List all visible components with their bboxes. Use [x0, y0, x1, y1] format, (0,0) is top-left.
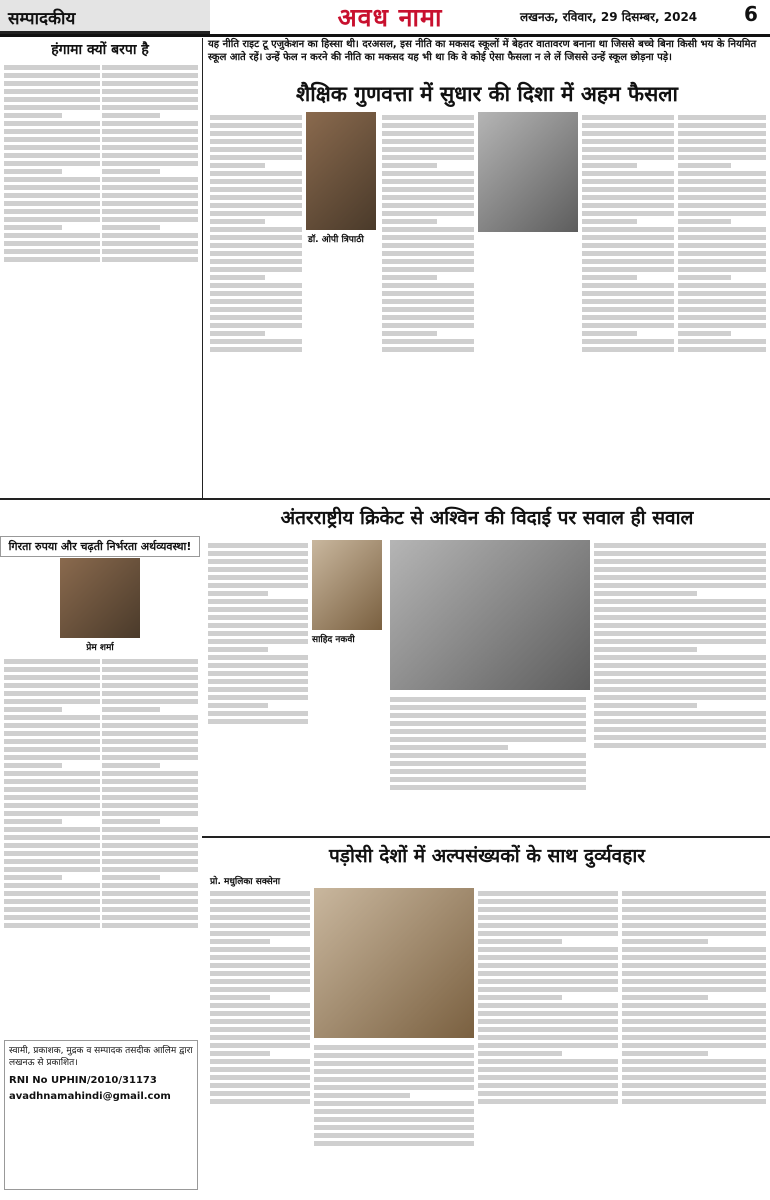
lead-text-col-4 — [678, 112, 766, 442]
minority-text-col-3 — [478, 888, 618, 1188]
lead-text-col-3 — [582, 112, 674, 442]
lead-headline: शैक्षिक गुणवत्ता में सुधार की दिशा में अहम फैसला — [296, 82, 678, 106]
minority-text-col-1 — [210, 888, 310, 1188]
logo-text: अवध नामा — [337, 3, 443, 32]
rupee-text-col-1 — [4, 656, 100, 1036]
imprint-rni: RNI No UPHIN/2010/31173 — [9, 1075, 157, 1086]
cricket-text-col-3 — [594, 540, 766, 830]
imprint-text: स्वामी, प्रकाशक, मुद्रक व सम्पादक तसदीक आलिम द्वारा लखनऊ से प्रकाशित। — [9, 1046, 193, 1068]
page-number: 6 — [744, 2, 758, 26]
editorial-headline: हंगामा क्यों बरपा है — [51, 42, 149, 58]
section-divider-2 — [202, 836, 770, 838]
minority-author: प्रो. मधुलिका सक्सेना — [210, 877, 281, 887]
rupee-headline: गिरता रुपया और चढ़ती निर्भरता अर्थव्यवस्था! — [0, 536, 200, 557]
dateline: लखनऊ, रविवार, 29 दिसम्बर, 2024 — [520, 10, 698, 24]
cricket-text-col-2 — [390, 694, 586, 834]
lead-text-col-2 — [382, 112, 474, 442]
masthead-rule — [0, 34, 770, 37]
minority-headline: पड़ोसी देशों में अल्पसंख्यकों के साथ दुर्व्यवहार — [328, 845, 646, 867]
section-divider — [0, 498, 770, 500]
lead-intro: यह नीति राइट टू एजुकेशन का हिस्सा थी। दरअसल, इस नीति का मकसद स्कूलों में बेहतर वातावरण बनाना था जिससे बच्चे बिना किसी भय के नियमित स्कूल आते रहें। उन्हें फेल न करने की नीति का मकसद यह भी था कि वे कोई ऐसा फैसला न ले लें जिससे उन्हें स्कूल छोड़ना पड़े। — [208, 39, 757, 63]
lead-author: डॉ. ओपी त्रिपाठी — [308, 235, 364, 245]
rupee-author-photo — [60, 558, 140, 638]
rupee-text-col-2 — [102, 656, 198, 1036]
cricket-photo — [390, 540, 590, 690]
column-divider — [202, 38, 203, 498]
editorial-text-col-2 — [102, 62, 198, 342]
lead-text-col-1 — [210, 112, 302, 442]
minority-text-col-2 — [314, 1042, 474, 1188]
newspaper-logo — [300, 0, 480, 34]
imprint-box — [4, 1040, 198, 1190]
rupee-author: प्रेम शर्मा — [86, 643, 114, 653]
cricket-author-photo — [312, 540, 382, 630]
author-photo — [306, 112, 376, 230]
cricket-text-col-1 — [208, 540, 308, 800]
cricket-author: साहिद नकवी — [312, 635, 355, 645]
minority-text-col-4 — [622, 888, 766, 1188]
editorial-text-col-1 — [4, 62, 100, 342]
lead-photo — [478, 112, 578, 232]
section-tag-label: सम्पादकीय — [8, 9, 76, 29]
imprint-email: avadhnamahindi@gmail.com — [9, 1091, 171, 1102]
cricket-headline: अंतरराष्ट्रीय क्रिकेट से अश्विन की विदाई पर सवाल ही सवाल — [280, 507, 694, 529]
section-tag — [0, 0, 210, 34]
minority-photo — [314, 888, 474, 1038]
